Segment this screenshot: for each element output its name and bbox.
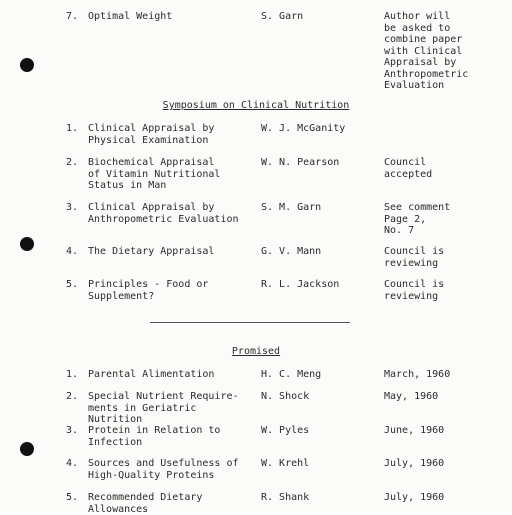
item-title: Protein in Relation to Infection <box>88 425 221 448</box>
item-title: Biochemical Appraisal of Vitamin Nutritional Status in Man <box>88 157 221 191</box>
item-status: March, 1960 <box>384 369 451 380</box>
item-author: G. V. Mann <box>261 246 322 257</box>
item-status: Council is reviewing <box>384 246 445 269</box>
item-author: W. Pyles <box>261 425 310 436</box>
item-number: 1. <box>65 123 78 134</box>
section-heading-symposium: Symposium on Clinical Nutrition <box>162 100 350 111</box>
item-author: R. Shank <box>261 492 310 503</box>
item-author: N. Shock <box>261 391 310 402</box>
item-author: R. L. Jackson <box>261 279 340 290</box>
item-title: Principles - Food or Supplement? <box>88 279 209 302</box>
item-status: July, 1960 <box>384 458 445 469</box>
item-title: Special Nutrient Require- ments in Geriatric Nutrition <box>88 391 239 425</box>
item-author: S. Garn <box>261 11 304 22</box>
punch-hole <box>20 237 34 251</box>
item-number: 5. <box>65 492 78 503</box>
item-status: July, 1960 <box>384 492 445 503</box>
item-author: W. J. McGanity <box>261 123 346 134</box>
item-author: H. C. Meng <box>261 369 322 380</box>
item-number: 2. <box>65 391 78 402</box>
punch-hole <box>20 58 34 72</box>
item-title: Sources and Usefulness of High-Quality Proteins <box>88 458 239 481</box>
divider <box>150 322 350 323</box>
item-number: 2. <box>65 157 78 168</box>
item-number: 3. <box>65 425 78 436</box>
item-title: Clinical Appraisal by Anthropometric Evaluation <box>88 202 239 225</box>
item-number: 3. <box>65 202 78 213</box>
section-heading-promised: Promised <box>231 346 281 357</box>
item-status: See comment Page 2, No. 7 <box>384 202 451 236</box>
item-status: May, 1960 <box>384 391 439 402</box>
item-number: 5. <box>65 279 78 290</box>
item-author: S. M. Garn <box>261 202 322 213</box>
item-title: Optimal Weight <box>88 11 173 22</box>
item-author: W. N. Pearson <box>261 157 340 168</box>
item-status: Council accepted <box>384 157 433 180</box>
item-status: Council is reviewing <box>384 279 445 302</box>
item-status: Author will be asked to combine paper with Clinical Appraisal by Anthropometric Evaluation <box>384 11 469 91</box>
item-title: Clinical Appraisal by Physical Examination <box>88 123 215 146</box>
item-number: 4. <box>65 246 78 257</box>
item-title: Parental Alimentation <box>88 369 215 380</box>
item-title: Recommended Dietary Allowances <box>88 492 203 515</box>
item-number: 4. <box>65 458 78 469</box>
item-number: 7. <box>65 11 78 22</box>
item-title: The Dietary Appraisal <box>88 246 215 257</box>
item-author: W. Krehl <box>261 458 310 469</box>
item-number: 1. <box>65 369 78 380</box>
punch-hole <box>20 442 34 456</box>
item-status: June, 1960 <box>384 425 445 436</box>
